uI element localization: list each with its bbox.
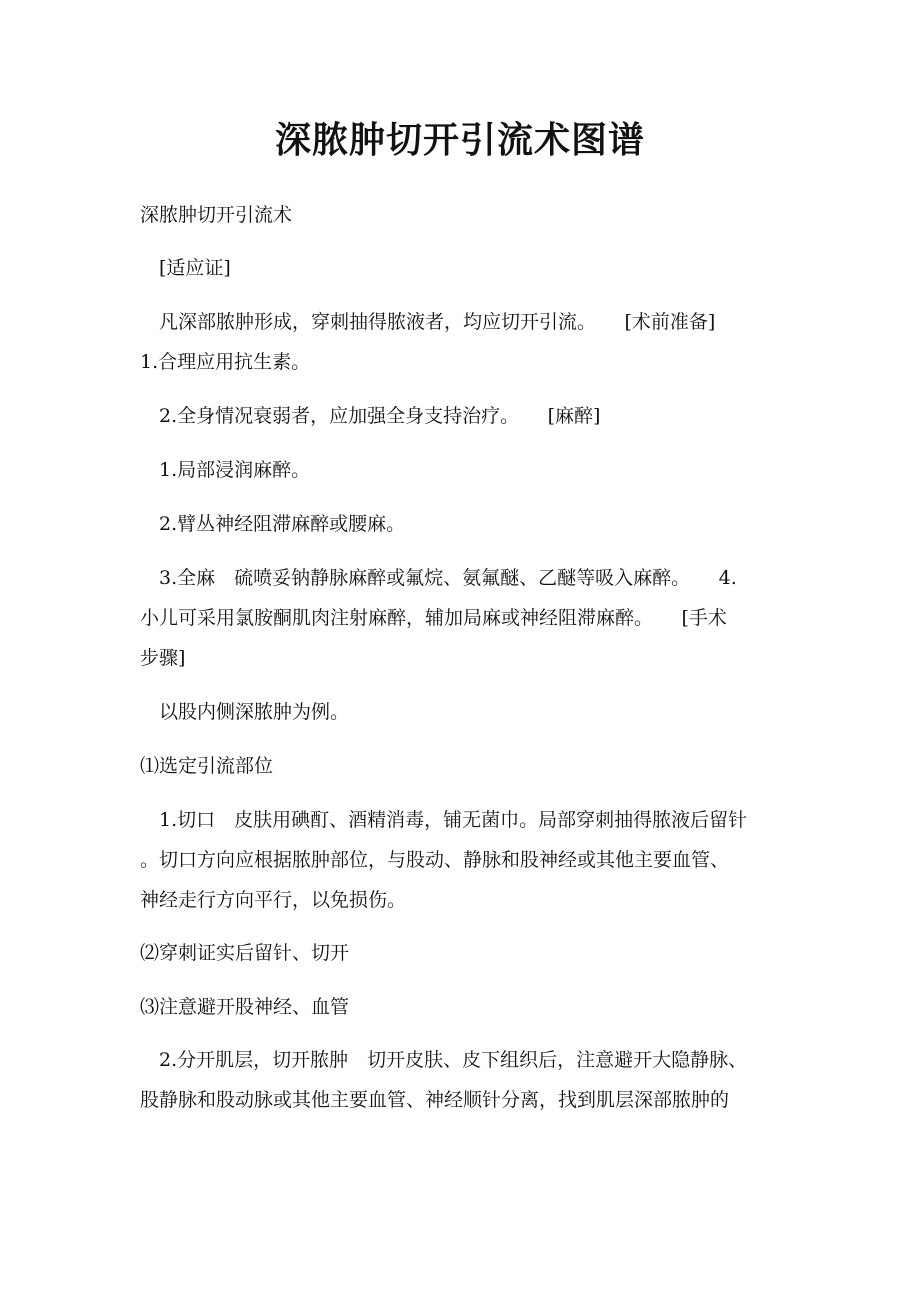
text-line: 股静脉和股动脉或其他主要血管、神经顺针分离，找到肌层深部脓肿的 bbox=[140, 1089, 730, 1111]
text-line: 3.全麻 硫喷妥钠静脉麻醉或氟烷、氨氟醚、乙醚等吸入麻醉。 4. bbox=[140, 567, 737, 589]
text-line: 步骤] bbox=[140, 647, 186, 669]
text-line: 。切口方向应根据脓肿部位，与股动、静脉和股神经或其他主要血管、 bbox=[140, 849, 730, 871]
text-line: 神经走行方向平行，以免损伤。 bbox=[140, 889, 407, 911]
text-line: ⑴选定引流部位 bbox=[140, 755, 274, 777]
text-line: 1.切口 皮肤用碘酊、酒精消毒，铺无菌巾。局部穿刺抽得脓液后留针 bbox=[140, 809, 748, 831]
text-line: [适应证] bbox=[140, 257, 231, 279]
text-line: 2.臂丛神经阻滞麻醉或腰麻。 bbox=[140, 513, 406, 535]
text-line: 2.全身情况衰弱者，应加强全身支持治疗。 [麻醉] bbox=[140, 405, 601, 427]
text-line: 深脓肿切开引流术 bbox=[140, 204, 293, 226]
text-line: 凡深部脓肿形成，穿刺抽得脓液者，均应切开引流。 [术前准备] bbox=[140, 311, 716, 333]
text-line: 以股内侧深脓肿为例。 bbox=[140, 701, 350, 723]
text-line: ⑵穿刺证实后留针、切开 bbox=[140, 942, 350, 964]
text-line: 2.分开肌层，切开脓肿 切开皮肤、皮下组织后，注意避开大隐静脉、 bbox=[140, 1049, 748, 1071]
text-line: 1.局部浸润麻醉。 bbox=[140, 459, 311, 481]
document-title: 深脓肿切开引流术图谱 bbox=[274, 119, 645, 161]
text-line: 1.合理应用抗生素。 bbox=[140, 351, 311, 373]
text-line: 小儿可采用氯胺酮肌肉注射麻醉，辅加局麻或神经阻滞麻醉。 [手术 bbox=[140, 607, 727, 629]
text-line: ⑶注意避开股神经、血管 bbox=[140, 996, 350, 1018]
